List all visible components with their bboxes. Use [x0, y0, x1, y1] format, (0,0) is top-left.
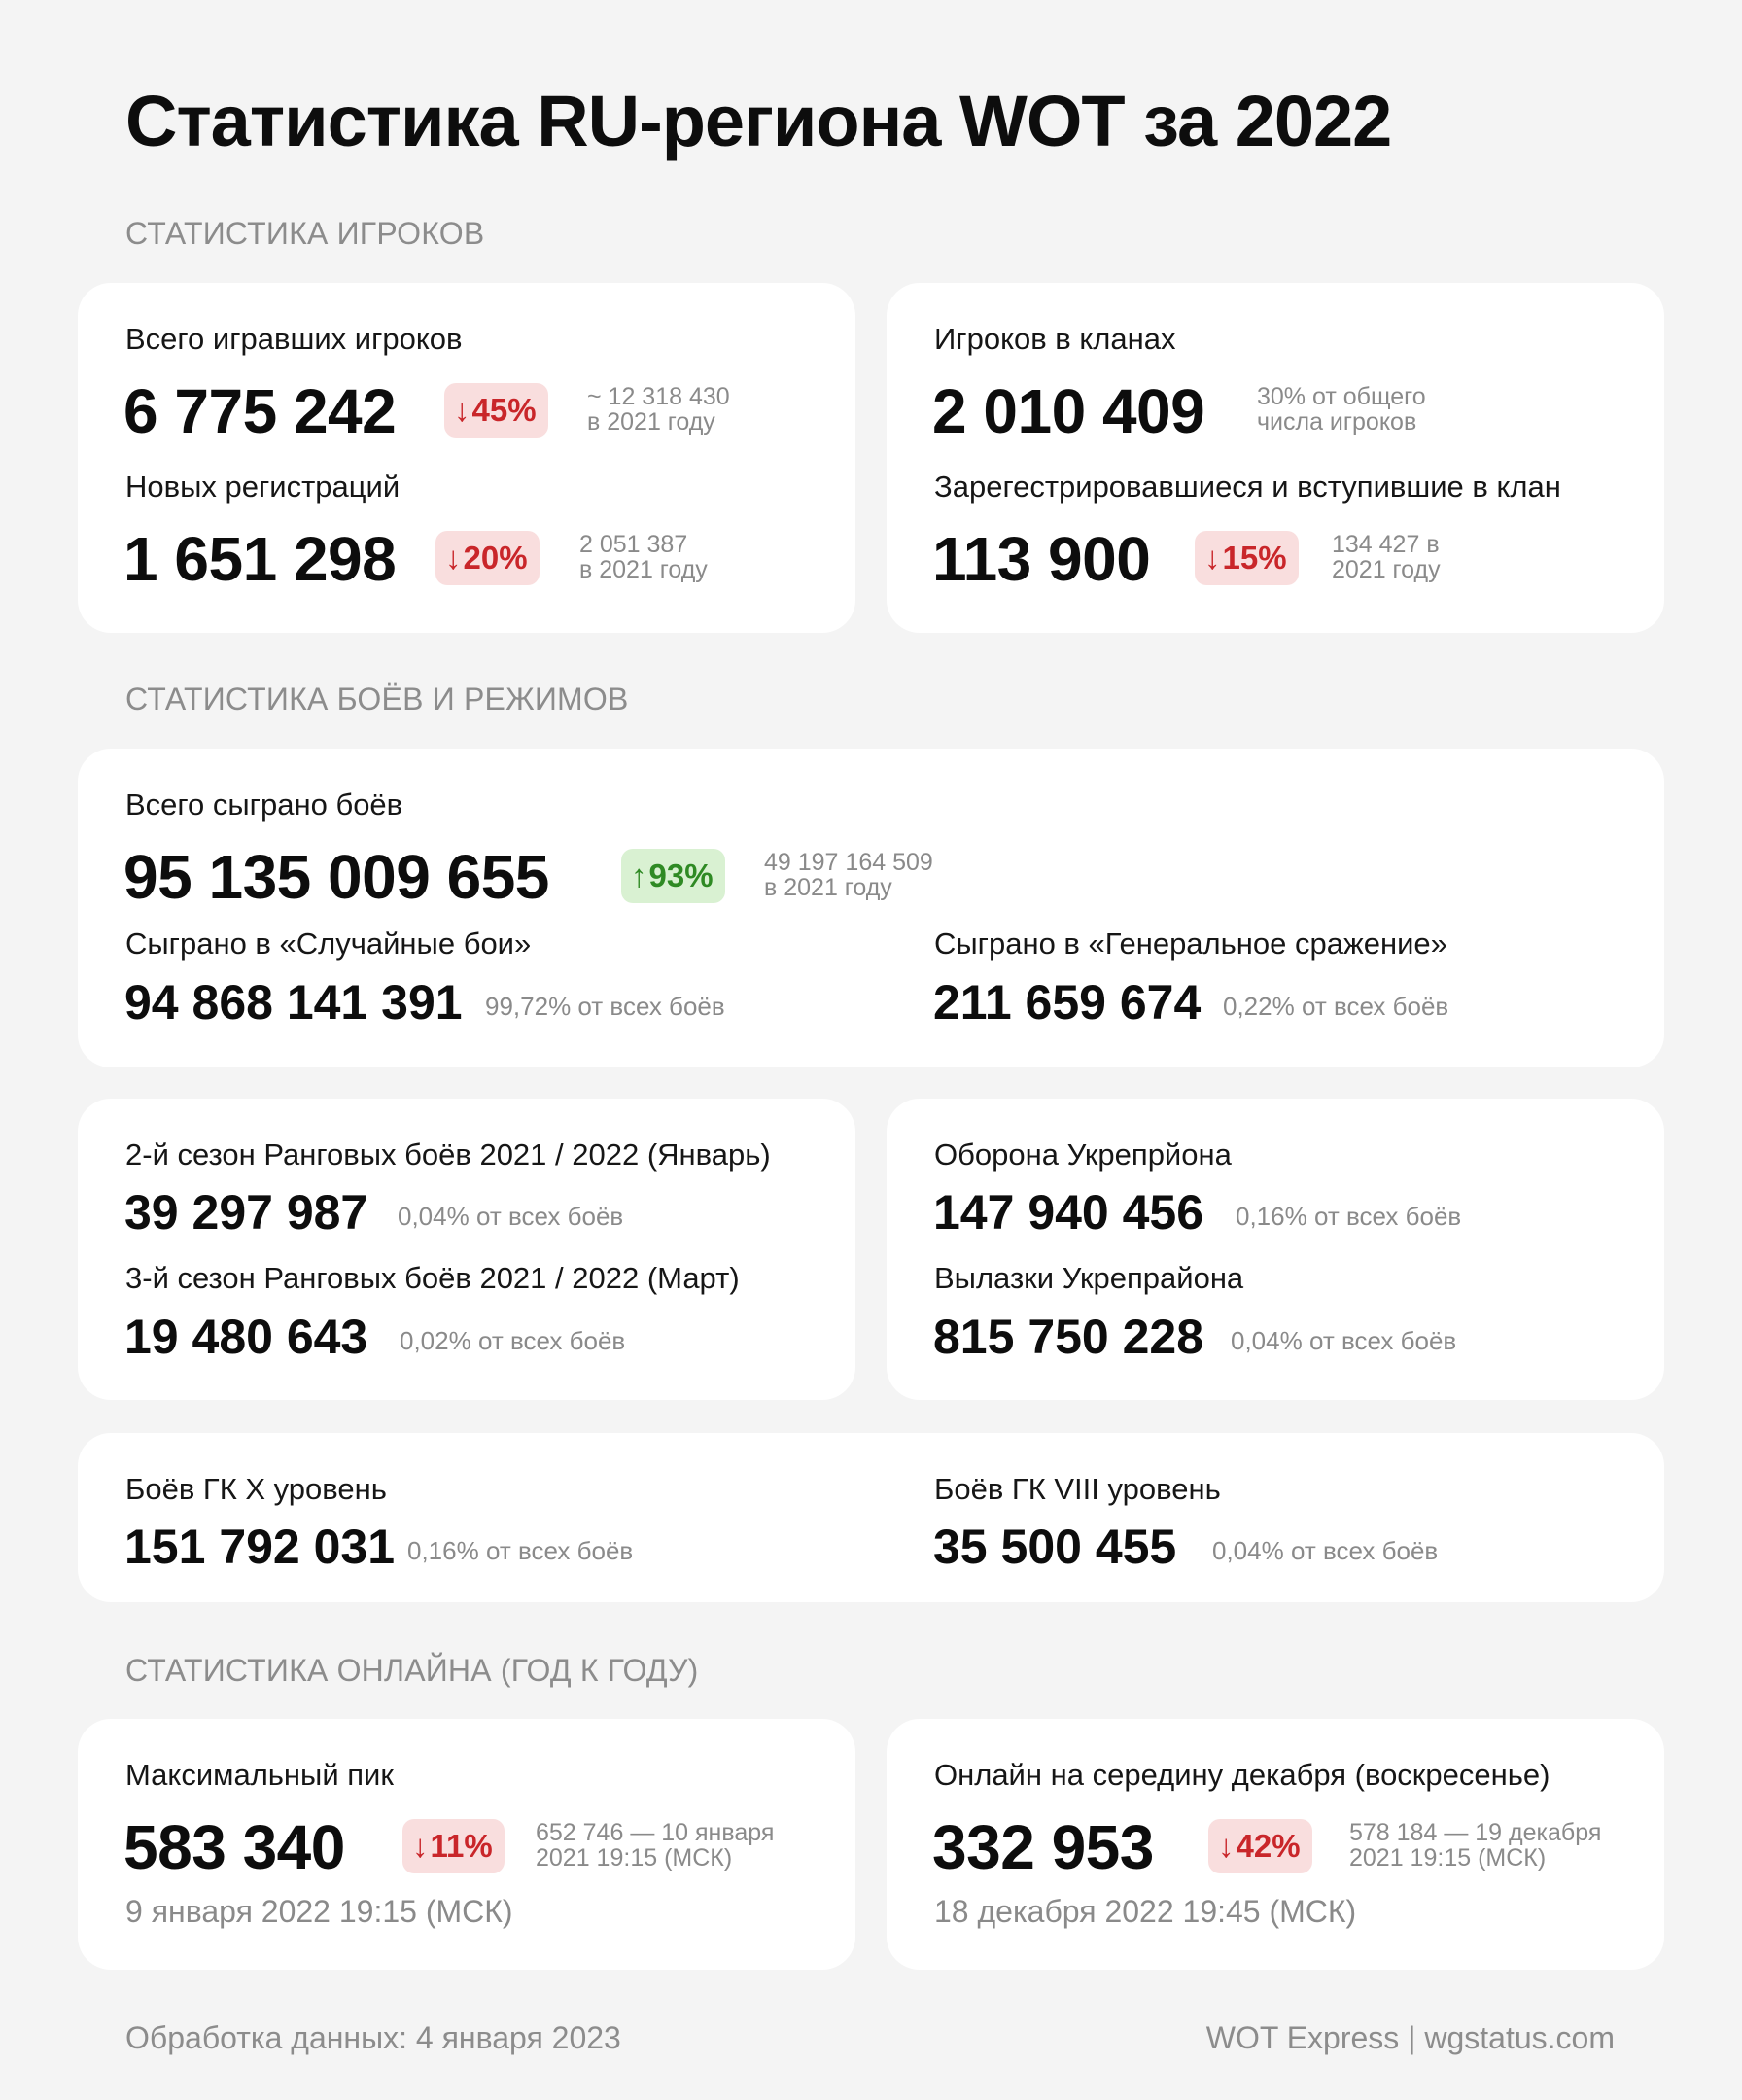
stronghold-defense-value: 147 940 456 [933, 1185, 1204, 1240]
total-battles-value: 95 135 009 655 [123, 842, 549, 912]
new-registrations-prev-note [579, 532, 708, 582]
stronghold-defense-label: Оборона Укрепрйона [934, 1138, 1232, 1172]
december-online-prev-line1: 578 184 — 19 декабря [1349, 1819, 1602, 1846]
december-online-date: 18 декабря 2022 19:45 (МСК) [934, 1894, 1357, 1929]
peak-online-change-value: 11% [430, 1828, 493, 1864]
total-players-label: Всего игравших игроков [125, 322, 463, 356]
ranked-season2-label: 2-й сезон Ранговых боёв 2021 / 2022 (Январь) [125, 1138, 771, 1172]
stronghold-sorties-label: Вылазки Укрепрайона [934, 1261, 1244, 1295]
players-card [78, 283, 855, 633]
total-players-value: 6 775 242 [123, 376, 397, 446]
december-online-value: 332 953 [932, 1812, 1154, 1882]
total-players-prev-note [587, 384, 730, 435]
stronghold-sorties-value: 815 750 228 [933, 1310, 1204, 1364]
joined-clan-change-value: 15% [1222, 540, 1287, 576]
total-battles-prev-line1: 49 197 164 509 [764, 849, 933, 876]
gk10-value: 151 792 031 [124, 1520, 396, 1574]
peak-online-date: 9 января 2022 19:15 (МСК) [125, 1894, 513, 1929]
december-online-change-badge [1208, 1819, 1312, 1873]
peak-online-card [78, 1719, 855, 1970]
arrow-down-icon: ↓ [454, 392, 470, 428]
arrow-down-icon: ↓ [445, 540, 462, 576]
gk10-pct: 0,16% от всех боёв [407, 1536, 634, 1565]
stronghold-card [887, 1099, 1664, 1400]
gk8-label: Боёв ГК VIII уровень [934, 1472, 1221, 1506]
joined-clan-prev-line2: 2021 году [1332, 556, 1441, 583]
total-players-change-value: 45% [471, 392, 537, 428]
total-players-prev-line2: в 2021 году [587, 408, 715, 436]
peak-online-prev-note [536, 1820, 774, 1871]
global-map-card [78, 1433, 1664, 1602]
total-battles-prev-note [764, 850, 933, 900]
clan-players-note-line1: 30% от общего [1257, 383, 1426, 410]
page-title: Статистика RU-региона WOT за 2022 [125, 81, 1392, 161]
general-battle-value: 211 659 674 [933, 975, 1202, 1030]
ranked-season3-value: 19 480 643 [124, 1310, 368, 1364]
battles-card [78, 749, 1664, 1068]
general-battle-label: Сыграно в «Генеральное сражение» [934, 927, 1447, 961]
december-online-card [887, 1719, 1664, 1970]
new-registrations-change-badge [436, 531, 540, 585]
stronghold-defense-pct: 0,16% от всех боёв [1236, 1202, 1462, 1231]
ranked-season3-pct: 0,02% от всех боёв [400, 1326, 626, 1355]
december-online-prev-note [1349, 1820, 1601, 1871]
new-registrations-value: 1 651 298 [123, 524, 397, 594]
december-online-change-value: 42% [1236, 1828, 1301, 1864]
december-online-label: Онлайн на середину декабря (воскресенье) [934, 1758, 1550, 1792]
total-battles-prev-line2: в 2021 году [764, 874, 892, 901]
random-battles-pct: 99,72% от всех боёв [485, 992, 725, 1021]
new-registrations-label: Новых регистраций [125, 470, 401, 504]
total-battles-label: Всего сыграно боёв [125, 788, 403, 822]
joined-clan-change-badge [1195, 531, 1299, 585]
clan-players-label: Игроков в кланах [934, 322, 1176, 356]
new-registrations-prev-line2: в 2021 году [579, 556, 708, 583]
joined-clan-value: 113 900 [932, 524, 1151, 594]
arrow-down-icon: ↓ [1204, 540, 1221, 576]
footer-data-processing: Обработка данных: 4 января 2023 [125, 2020, 621, 2055]
clan-players-note [1257, 384, 1426, 435]
total-players-change-badge [444, 383, 548, 438]
arrow-down-icon: ↓ [412, 1828, 429, 1864]
arrow-down-icon: ↓ [1218, 1828, 1235, 1864]
random-battles-value: 94 868 141 391 [124, 975, 463, 1030]
peak-online-change-badge [402, 1819, 505, 1873]
section-heading-battles: СТАТИСТИКА БОЁВ И РЕЖИМОВ [125, 682, 629, 717]
gk8-value: 35 500 455 [933, 1520, 1177, 1574]
joined-clan-prev-note [1332, 532, 1441, 582]
peak-online-prev-line2: 2021 19:15 (МСК) [536, 1844, 733, 1872]
ranked-season3-label: 3-й сезон Ранговых боёв 2021 / 2022 (Март) [125, 1261, 740, 1295]
new-registrations-prev-line1: 2 051 387 [579, 531, 688, 558]
peak-online-value: 583 340 [123, 1812, 345, 1882]
clan-players-note-line2: числа игроков [1257, 408, 1417, 436]
section-heading-online: СТАТИСТИКА ОНЛАЙНА (ГОД К ГОДУ) [125, 1653, 699, 1688]
section-heading-players: СТАТИСТИКА ИГРОКОВ [125, 216, 485, 251]
clans-card [887, 283, 1664, 633]
arrow-up-icon: ↑ [631, 858, 647, 893]
stronghold-sorties-pct: 0,04% от всех боёв [1231, 1326, 1457, 1355]
total-players-prev-line1: ~ 12 318 430 [587, 383, 730, 410]
ranked-season2-pct: 0,04% от всех боёв [398, 1202, 624, 1231]
peak-online-label: Максимальный пик [125, 1758, 394, 1792]
total-battles-change-value: 93% [648, 858, 714, 893]
peak-online-prev-line1: 652 746 — 10 января [536, 1819, 775, 1846]
gk10-label: Боёв ГК X уровень [125, 1472, 387, 1506]
clan-players-value: 2 010 409 [932, 376, 1205, 446]
joined-clan-prev-line1: 134 427 в [1332, 531, 1440, 558]
gk8-pct: 0,04% от всех боёв [1212, 1536, 1439, 1565]
general-battle-pct: 0,22% от всех боёв [1223, 992, 1449, 1021]
ranked-card [78, 1099, 855, 1400]
total-battles-change-badge [621, 849, 725, 903]
ranked-season2-value: 39 297 987 [124, 1185, 368, 1240]
footer-source-link[interactable]: WOT Express | wgstatus.com [1205, 2020, 1615, 2055]
new-registrations-change-value: 20% [463, 540, 528, 576]
random-battles-label: Сыграно в «Случайные бои» [125, 927, 532, 961]
joined-clan-label: Зарегестрировавшиеся и вступившие в клан [934, 470, 1561, 504]
december-online-prev-line2: 2021 19:15 (МСК) [1349, 1844, 1547, 1872]
